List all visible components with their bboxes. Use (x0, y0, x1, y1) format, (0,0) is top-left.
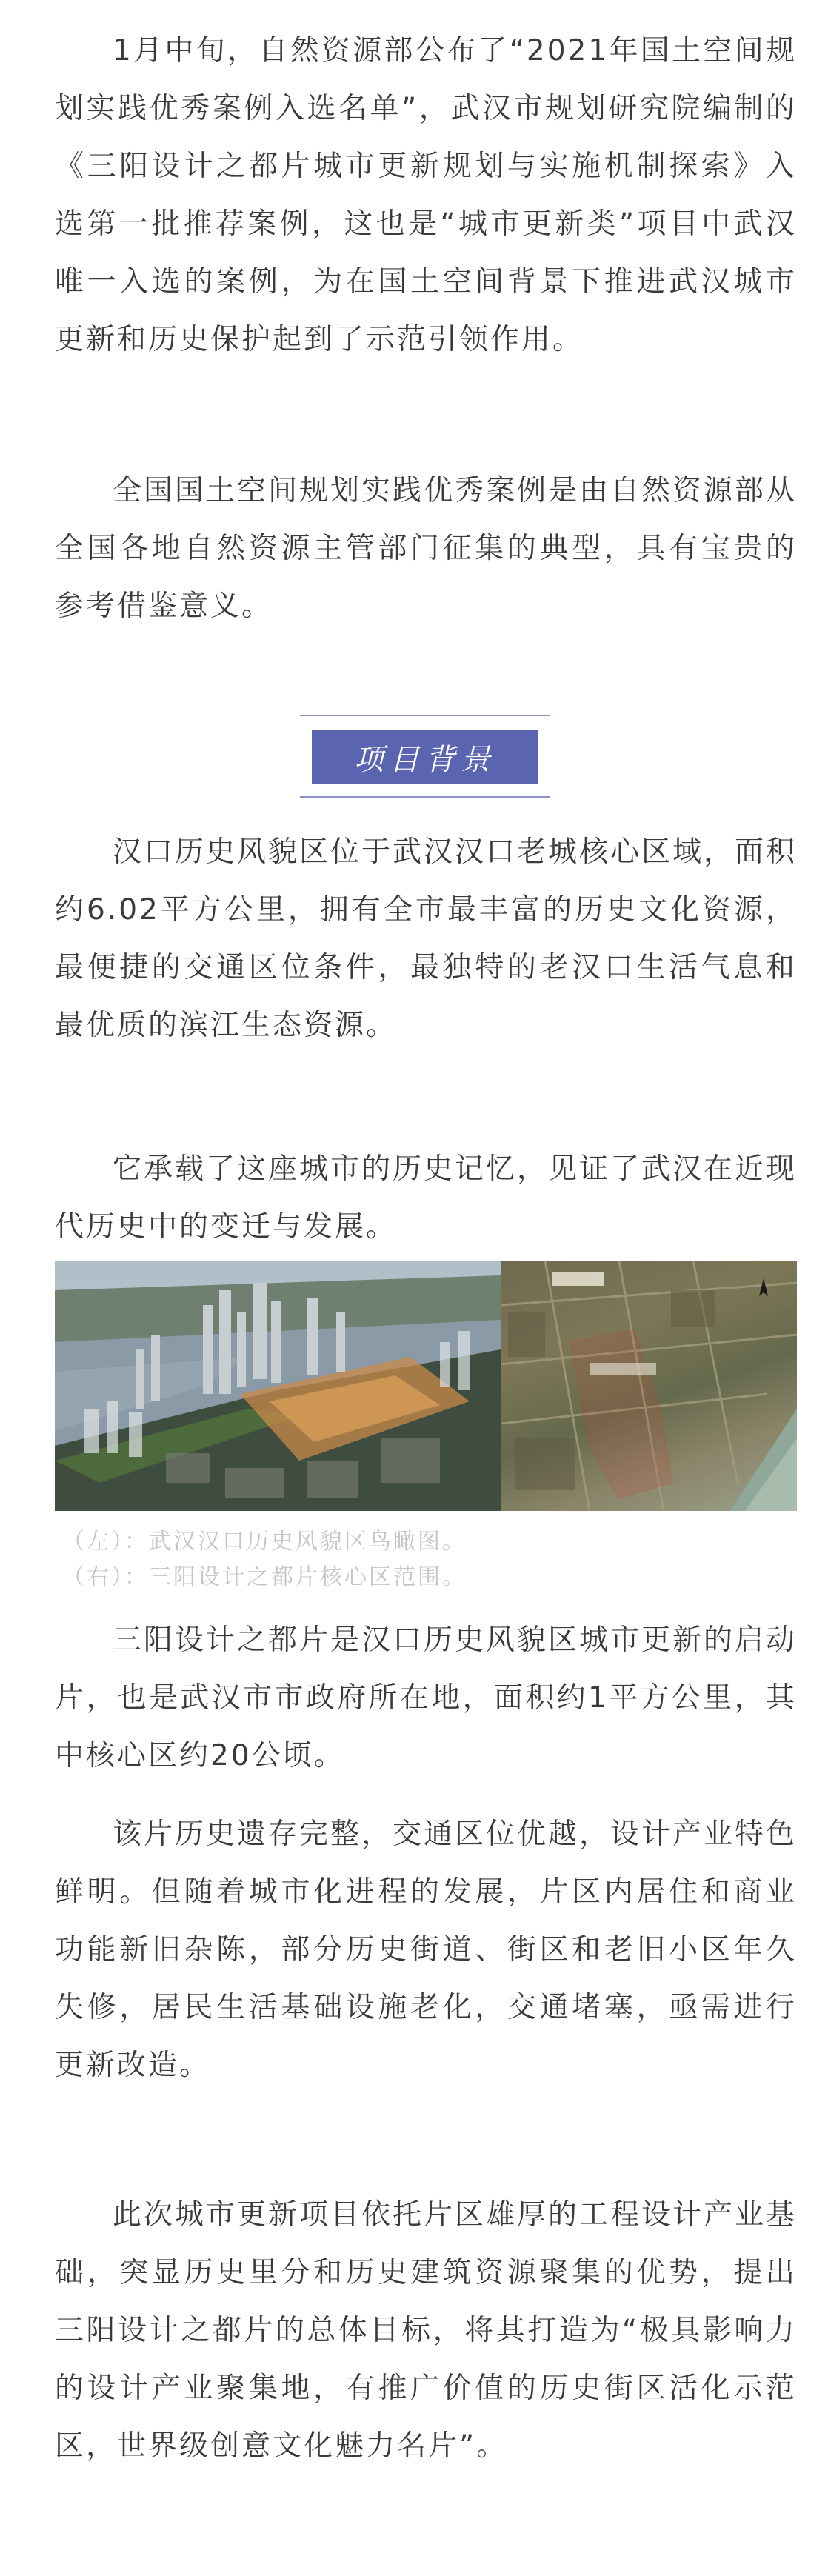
renewal-need-paragraph: 该片历史遗存完整，交通区位优越，设计产业特色鲜明。但随着城市化进程的发展，片区内居住和商业功能新旧杂陈，部分历史街道、街区和老旧小区年久失修，居民生活基础设施老化，交通堵塞，亟需进行更新改造。 (55, 1818, 798, 2082)
intro-paragraph: 1月中旬，自然资源部公布了“2021年国土空间规划实践优秀案例入选名单”，武汉市规划研究院编制的《三阳设计之都片城市更新规划与实施机制探索》入选第一批推荐案例，这也是“城市更新类”项目中武汉唯一入选的案例，为在国土空间背景下推进武汉城市更新和历史保护起到了示范引领作用。 (55, 34, 797, 356)
caption-left: （左）：武汉汉口历史风貌区鸟瞰图。 (62, 1529, 467, 1555)
heading-bottom-rule (300, 796, 550, 798)
heading-top-rule (300, 715, 550, 716)
project-goal-paragraph: 此次城市更新项目依托片区雄厚的工程设计产业基础，突显历史里分和历史建筑资源聚集的优势，提出三阳设计之都片的总体目标，将其打造为“极具影响力的设计产业聚集地，有推广价值的历史街区活化示范区，世界级创意文化魅力名片”。 (55, 2198, 798, 2463)
city-memory-paragraph: 它承载了这座城市的历史记忆，见证了武汉在近现代历史中的变迁与发展。 (55, 1152, 798, 1244)
sanyang-intro-paragraph: 三阳设计之都片是汉口历史风貌区城市更新的启动片，也是武汉市市政府所在地，面积约1平方公里，其中核心区约20公顷。 (55, 1624, 798, 1772)
core-area-map-image (501, 1261, 797, 1511)
caption-right: （右）：三阳设计之都片核心区范围。 (62, 1564, 467, 1590)
aerial-view-image (55, 1261, 501, 1511)
image-pair (55, 1261, 797, 1511)
section-heading (300, 715, 550, 798)
history-area-paragraph: 汉口历史风貌区位于武汉汉口老城核心区域，面积约6.02平方公里，拥有全市最丰富的历史文化资源，最便捷的交通区位条件，最独特的老汉口生活气息和最优质的滨江生态资源。 (55, 835, 798, 1042)
section-heading-label: 项目背景 (312, 730, 538, 784)
case-description-paragraph: 全国国土空间规划实践优秀案例是由自然资源部从全国各地自然资源主管部门征集的典型，具有宝贵的参考借鉴意义。 (55, 474, 798, 623)
